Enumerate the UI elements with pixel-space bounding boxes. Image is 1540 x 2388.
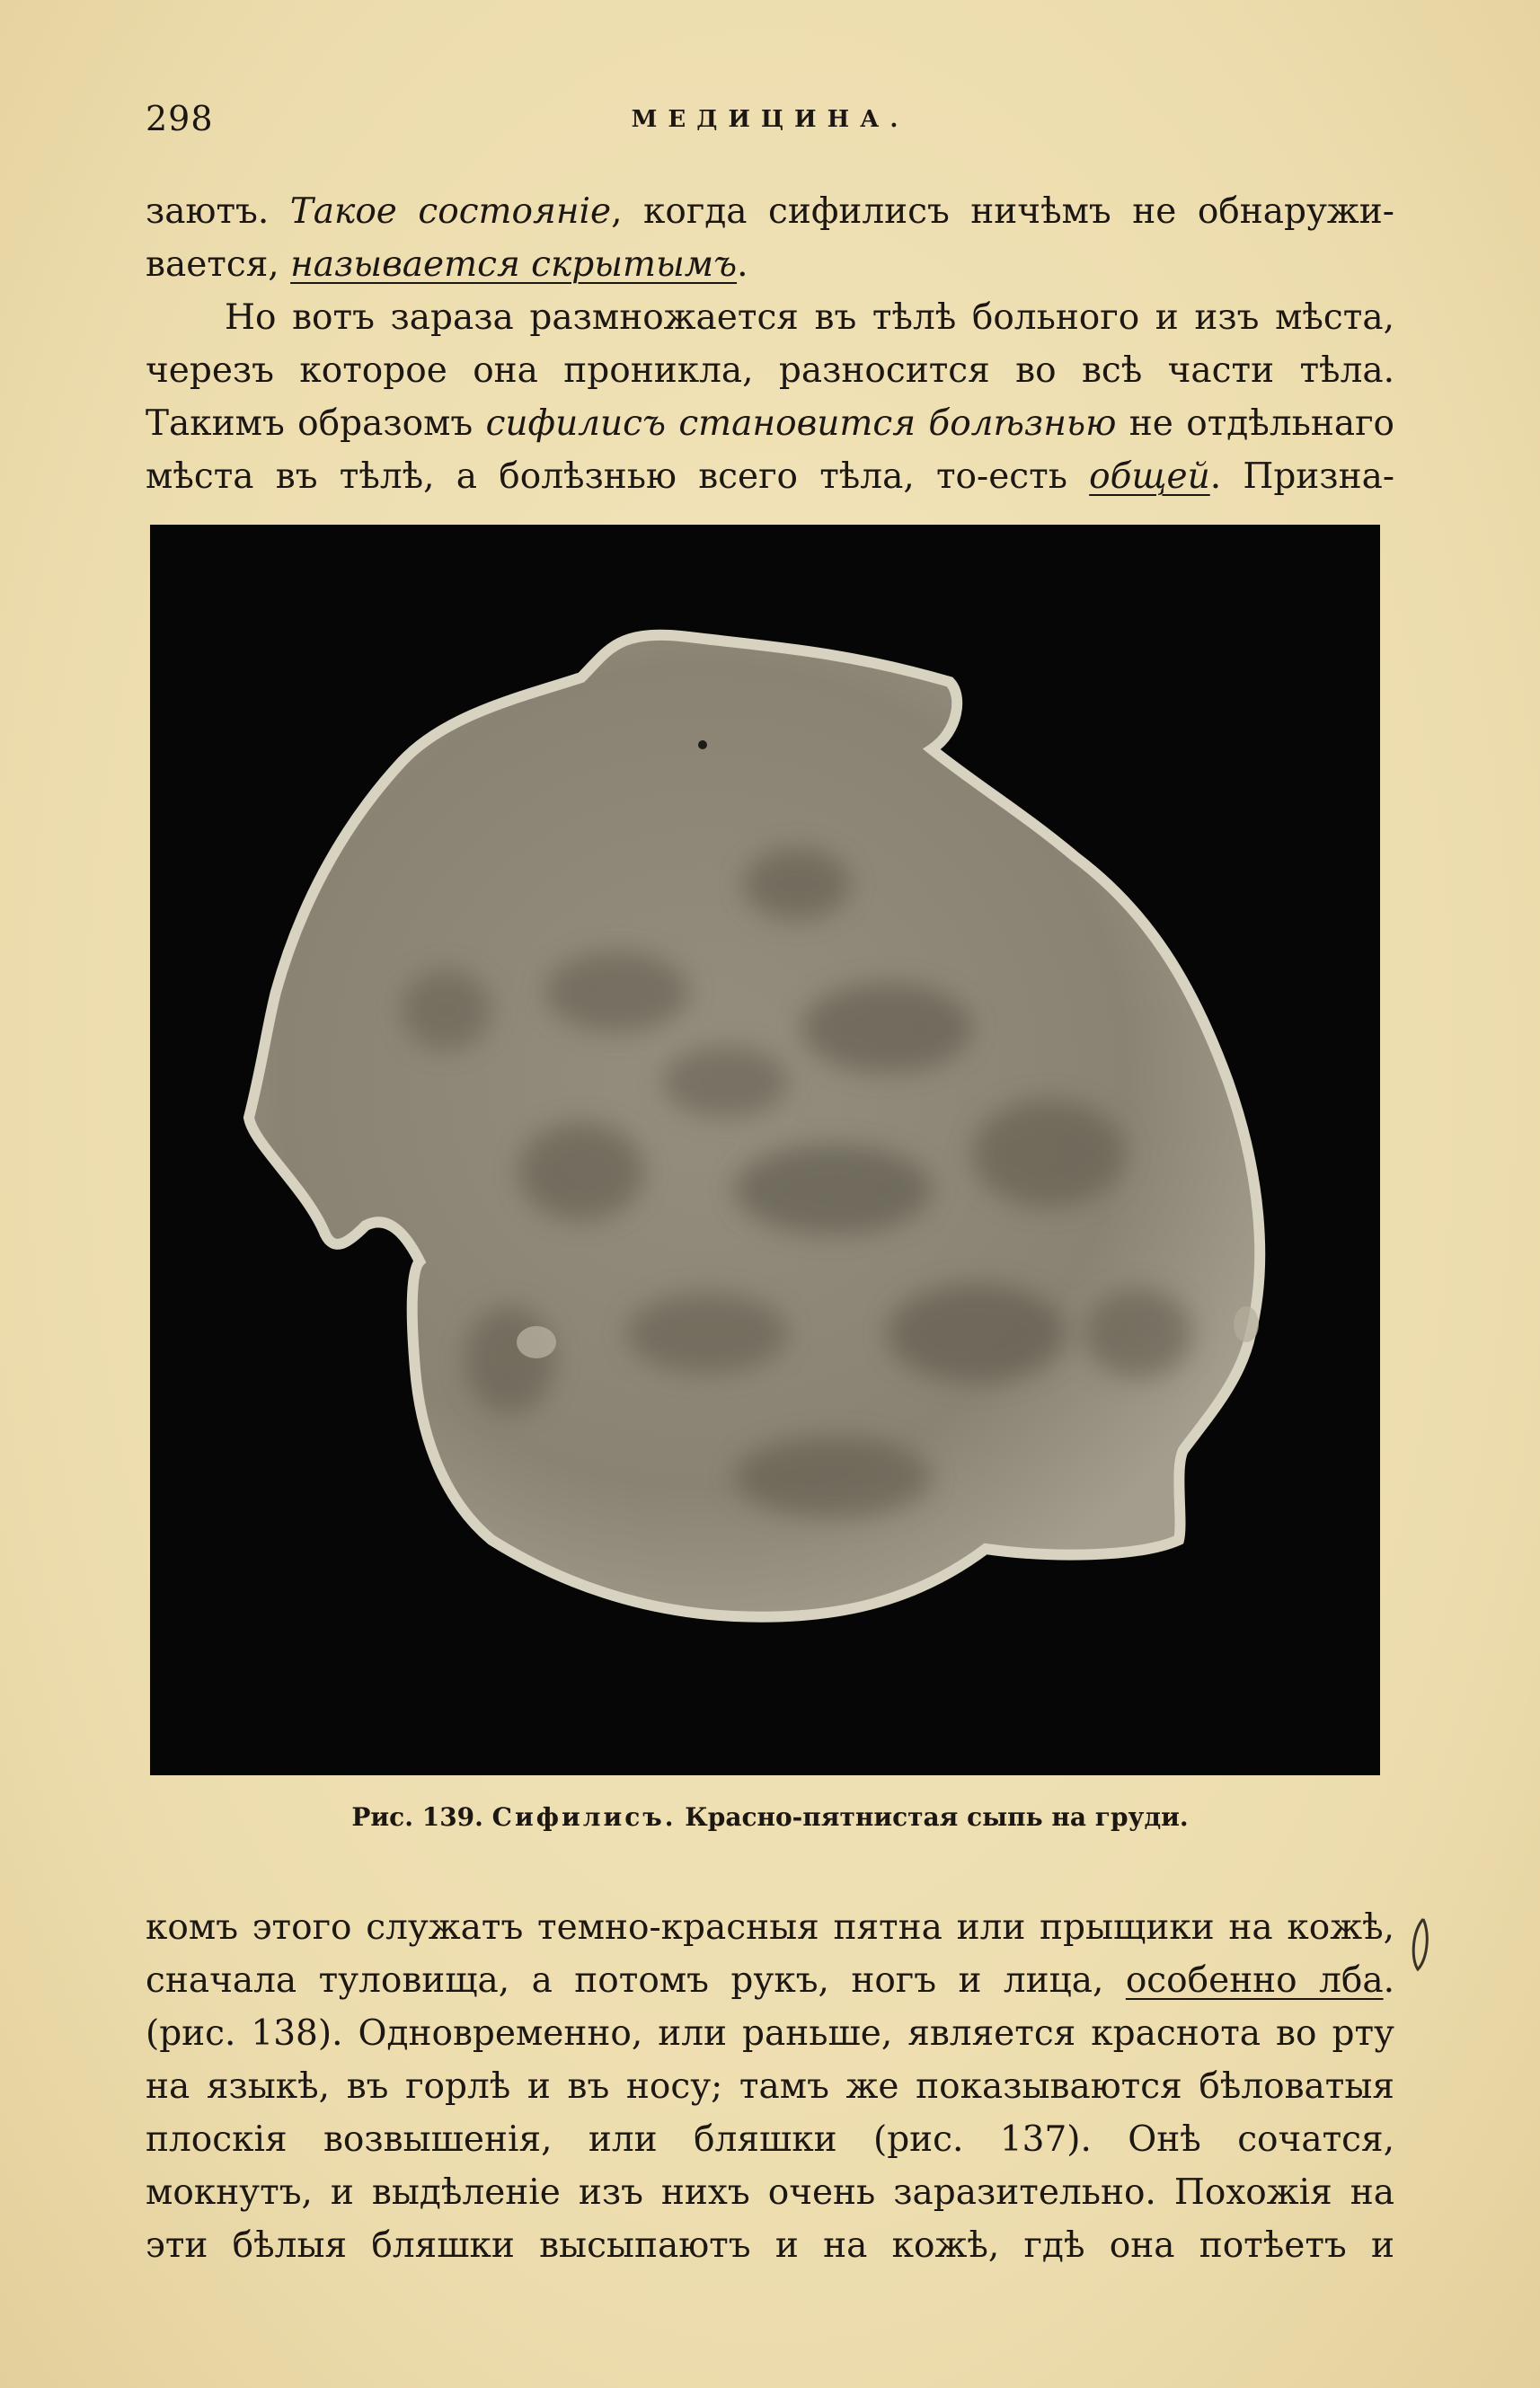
underlined-italic-phrase: называется скрытымъ bbox=[290, 244, 738, 285]
torso-photo-illustration bbox=[150, 525, 1380, 1775]
text-line: заютъ. Такое состоянiе, когда сифилисъ ничѣмъ не обнаружи- bbox=[146, 191, 1394, 232]
caption-title: Сифилисъ. bbox=[491, 1802, 677, 1832]
figure-caption bbox=[146, 1802, 1394, 1832]
text-line: сначала туловища, а потомъ рукъ, ногъ и лица, особенно лба. bbox=[146, 1960, 1394, 2001]
text-line: Но вотъ зараза размножается въ тѣлѣ больного и изъ мѣста, bbox=[225, 297, 1394, 338]
top-paragraphs bbox=[146, 185, 1394, 503]
right-nipple bbox=[1234, 1306, 1259, 1342]
figure-photograph bbox=[150, 525, 1380, 1775]
underlined-italic-phrase: общей bbox=[1089, 456, 1210, 497]
text-line: эти бѣлыя бляшки высыпаютъ и на кожѣ, гдѣ она потѣетъ и bbox=[146, 2225, 1394, 2266]
italic-phrase: Такое состоянiе bbox=[289, 191, 612, 232]
text-line: комъ этого служатъ темно-красныя пятна или прыщики на кожѣ, bbox=[146, 1907, 1394, 1948]
underlined-phrase: особенно лба bbox=[1125, 1960, 1384, 2001]
running-head: МЕДИЦИНА. bbox=[631, 106, 909, 133]
page-number: 298 bbox=[146, 99, 214, 138]
text-line: вается, называется скрытымъ. bbox=[146, 244, 748, 285]
bottom-paragraph bbox=[146, 1901, 1394, 2272]
text-line: плоскiя возвышенiя, или бляшки (рис. 137). Онѣ сочатся, bbox=[146, 2119, 1394, 2160]
text-line: черезъ которое она проникла, разносится во всѣ части тѣла. bbox=[146, 350, 1394, 391]
text-line: мокнутъ, и выдѣленiе изъ нихъ очень заразительно. Похожiя на bbox=[146, 2172, 1394, 2213]
text-line: Такимъ образомъ сифилисъ становится болѣзнью не отдѣльнаго bbox=[146, 403, 1394, 444]
text-line: (рис. 138). Одновременно, или раньше, является краснота во рту bbox=[146, 2013, 1394, 2054]
caption-number: Рис. 139. bbox=[351, 1802, 483, 1832]
page-header bbox=[146, 99, 1394, 144]
caption-text: Красно-пятнистая сыпь на груди. bbox=[685, 1802, 1189, 1832]
text-line: на языкѣ, въ горлѣ и въ носу; тамъ же показываются бѣловатыя bbox=[146, 2066, 1394, 2107]
text-line: мѣста въ тѣлѣ, а болѣзнью всего тѣла, то-есть общей. Призна- bbox=[146, 456, 1394, 497]
handwritten-margin-mark bbox=[1407, 1914, 1434, 1977]
left-nipple bbox=[517, 1326, 556, 1358]
italic-phrase: сифилисъ становится болѣзнью bbox=[485, 403, 1117, 444]
